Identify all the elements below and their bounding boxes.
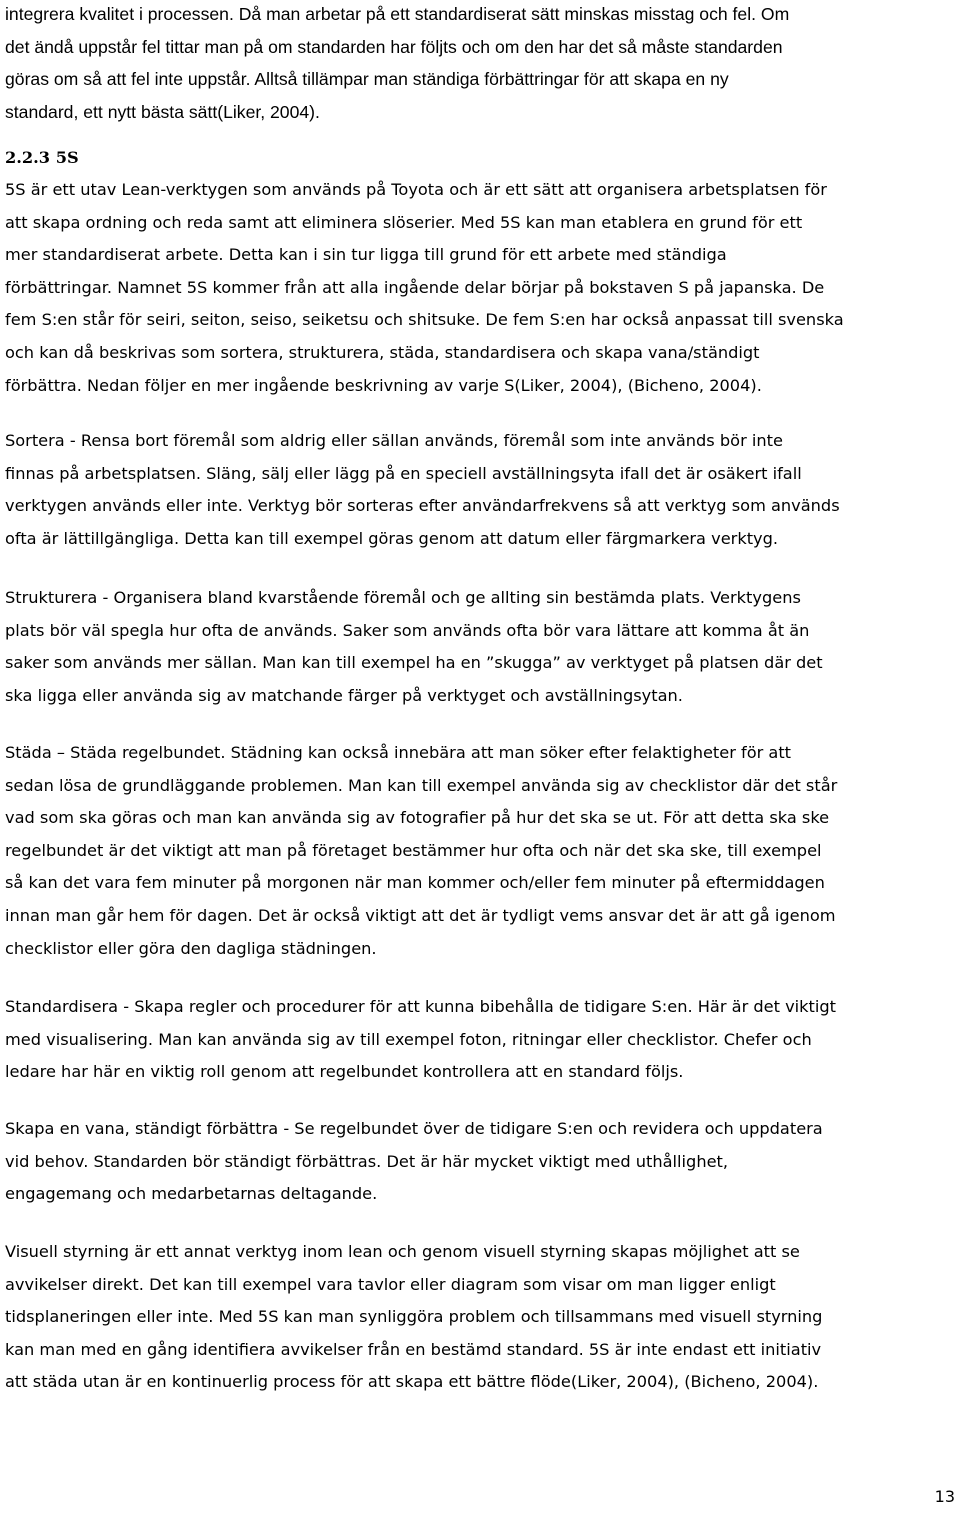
text-line: förbättra. Nedan följer en mer ingående beskrivning av varje S(Liker, 2004), (Bicheno, 2004). [5,375,762,395]
text-line: finnas på arbetsplatsen. Släng, sälj eller lägg på en speciell avställningsyta ifall det är osäkert ifall [5,463,802,483]
text-line: checklistor eller göra den dagliga städningen. [5,938,377,958]
intro-paragraph [5,0,789,128]
text-line: förbättringar. Namnet 5S kommer från att alla ingående delar börjar på bokstaven S på japanska. De [5,277,825,297]
page-number: 13 [934,1487,955,1506]
text-line: tidsplaneringen eller inte. Med 5S kan man synliggöra problem och tillsammans med visuell styrning [5,1307,823,1327]
text-line: plats bör väl spegla hur ofta de används. Saker som används ofta bör vara lättare att komma åt än [5,620,810,640]
paragraph-standardisera [5,991,836,1089]
text-line: ledare har här en viktig roll genom att regelbundet kontrollera att en standard följs. [5,1062,684,1082]
text-line: 5S är ett utav Lean-verktygen som används på Toyota och är ett sätt att organisera arbetsplatsen för [5,180,827,199]
text-line: mer standardiserat arbete. Detta kan i sin tur ligga till grund för ett arbete med ständiga [5,245,727,265]
text-line: integrera kvalitet i processen. Då man arbetar på ett standardiserat sätt minskas misstag och fel. Om [5,4,790,24]
text-line: att skapa ordning och reda samt att eliminera slöserier. Med 5S kan man etablera en grund för ett [5,212,803,232]
paragraph-5s-intro [5,174,844,402]
text-line: regelbundet är det viktigt att man på företaget bestämmer hur ofta och när det ska ske, till exempel [5,840,822,860]
text-line: Städa – Städa regelbundet. Städning kan också innebära att man söker efter felaktigheter för att [5,743,792,762]
text-line: Sortera - Rensa bort föremål som aldrig eller sällan används, föremål som inte används bör inte [5,431,783,450]
text-line: avvikelser direkt. Det kan till exempel vara tavlor eller diagram som visar om man ligger enligt [5,1274,776,1294]
text-line: Standardisera - Skapa regler och procedurer för att kunna bibehålla de tidigare S:en. Här är det viktigt [5,997,837,1016]
text-line: så kan det vara fem minuter på morgonen när man kommer och/eller fem minuter på eftermiddagen [5,873,825,893]
text-line: det ändå uppstår fel tittar man på om standarden har följts och om den har det så måste standarden [5,36,783,57]
text-line: engagemang och medarbetarnas deltagande. [5,1184,378,1204]
text-line: och kan då beskrivas som sortera, strukturera, städa, standardisera och skapa vana/ständigt [5,342,760,362]
paragraph-visuell-styrning [5,1236,822,1399]
text-line: sedan lösa de grundläggande problemen. Man kan till exempel använda sig av checklistor där det står [5,775,838,795]
text-line: med visualisering. Man kan använda sig av till exempel foton, ritningar eller checklistor. Chefer och [5,1029,812,1049]
paragraph-stada [5,737,837,965]
text-line: vad som ska göras och man kan använda sig av fotografier på hur det ska se ut. För att detta ska ske [5,808,830,828]
text-line: Visuell styrning är ett annat verktyg inom lean och genom visuell styrning skapas möjlighet att se [5,1242,800,1261]
text-line: innan man går hem för dagen. Det är också viktigt att det är tydligt vems ansvar det är att gå igenom [5,905,836,925]
paragraph-sortera [5,425,840,555]
text-line: standard, ett nytt bästa sätt(Liker, 2004). [5,101,320,122]
text-line: verktygen används eller inte. Verktyg bör sorteras efter användarfrekvens så att verktyg som används [5,496,840,516]
text-line: göras om så att fel inte uppstår. Alltså tillämpar man ständiga förbättringar för att skapa en ny [5,69,729,89]
text-line: saker som används mer sällan. Man kan till exempel ha en ”skugga” av verktyget på platsen där det [5,653,823,673]
text-line: fem S:en står för seiri, seiton, seiso, seiketsu och shitsuke. De fem S:en har också anpassat till svenska [5,310,844,330]
section-heading: 2.2.3 5S [5,148,79,167]
text-line: vid behov. Standarden bör ständigt förbättras. Det är här mycket viktigt med uthållighet, [5,1151,729,1171]
text-line: ska ligga eller använda sig av matchande färger på verktyget och avställningsytan. [5,685,683,705]
paragraph-strukturera [5,582,823,712]
text-line: att städa utan är en kontinuerlig process för att skapa ett bättre flöde(Liker, 2004), (Bicheno, 2004). [5,1372,819,1392]
text-line: kan man med en gång identifiera avvikelser från en bestämd standard. 5S är inte endast ett initiativ [5,1339,822,1359]
text-line: ofta är lättillgängliga. Detta kan till exempel göras genom att datum eller färgmarkera verktyg. [5,528,779,548]
paragraph-skapa-vana [5,1113,823,1211]
text-line: Strukturera - Organisera bland kvarstående föremål och ge allting sin bestämda plats. Verktygens [5,588,801,607]
text-line: Skapa en vana, ständigt förbättra - Se regelbundet över de tidigare S:en och revidera och uppdatera [5,1119,823,1138]
